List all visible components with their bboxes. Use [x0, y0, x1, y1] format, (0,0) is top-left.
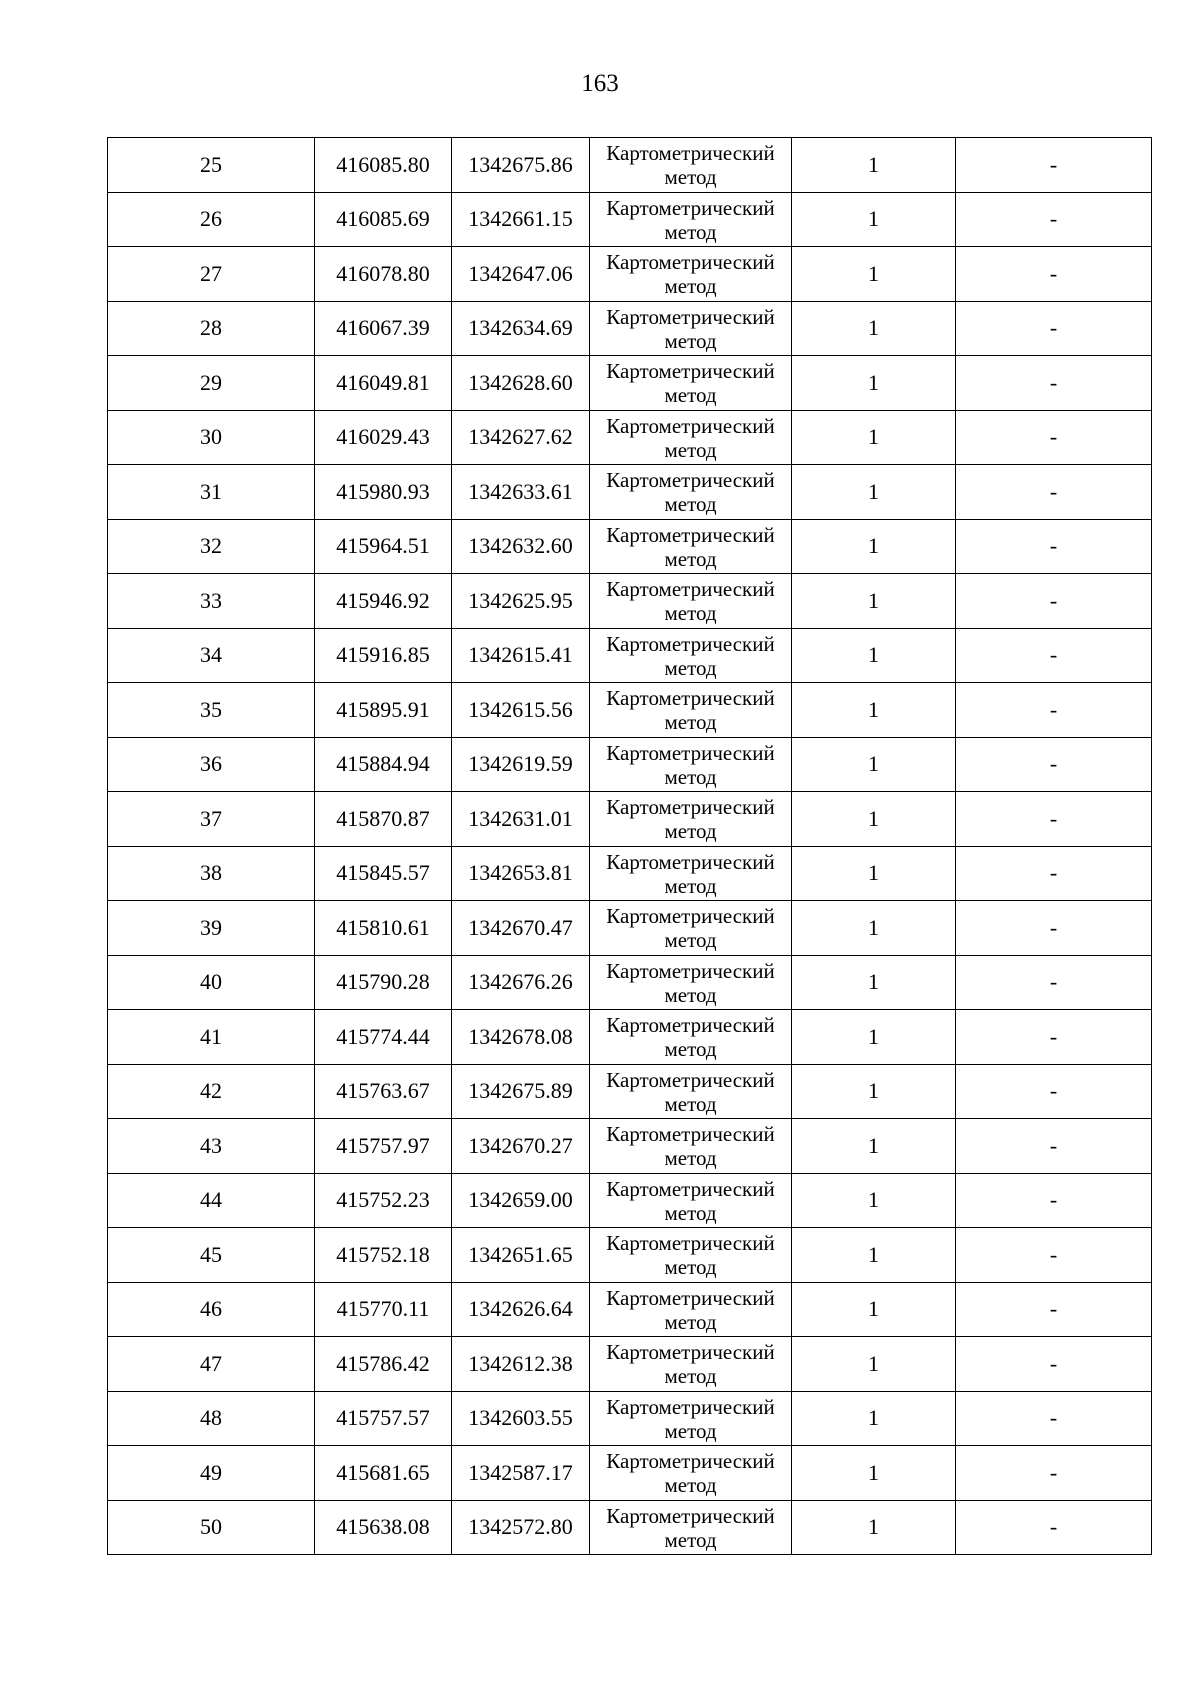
table-row	[108, 1173, 1152, 1228]
point-number-cell: 31	[108, 465, 315, 520]
accuracy-cell: 1	[792, 1391, 956, 1446]
x-coordinate-cell: 415964.51	[315, 519, 452, 574]
method-text: Картометрический	[606, 958, 775, 983]
method-text: метод	[664, 1473, 717, 1498]
y-coordinate-cell: 1342647.06	[452, 247, 590, 302]
method-text: метод	[664, 546, 717, 571]
x-coordinate-cell: 415895.91	[315, 683, 452, 738]
method-cell	[590, 465, 792, 520]
note-cell: -	[956, 1064, 1152, 1119]
method-cell	[590, 1064, 792, 1119]
method-text: метод	[664, 219, 717, 244]
y-coordinate-cell: 1342627.62	[452, 410, 590, 465]
method-cell	[590, 138, 792, 193]
method-cell	[590, 955, 792, 1010]
note-cell: -	[956, 138, 1152, 193]
point-number-cell: 29	[108, 356, 315, 411]
x-coordinate-cell: 416085.69	[315, 192, 452, 247]
method-text: Картометрический	[606, 413, 775, 438]
x-coordinate-cell: 416067.39	[315, 301, 452, 356]
x-coordinate-cell: 416029.43	[315, 410, 452, 465]
table-row	[108, 1500, 1152, 1555]
method-text: Картометрический	[606, 1067, 775, 1092]
accuracy-cell: 1	[792, 846, 956, 901]
y-coordinate-cell: 1342632.60	[452, 519, 590, 574]
accuracy-cell: 1	[792, 628, 956, 683]
x-coordinate-cell: 415763.67	[315, 1064, 452, 1119]
method-text: Картометрический	[606, 1449, 775, 1474]
coordinates-table	[107, 137, 1152, 1555]
x-coordinate-cell: 415681.65	[315, 1446, 452, 1501]
method-text: Картометрический	[606, 1013, 775, 1038]
y-coordinate-cell: 1342603.55	[452, 1391, 590, 1446]
x-coordinate-cell: 415790.28	[315, 955, 452, 1010]
note-cell: -	[956, 356, 1152, 411]
method-text: Картометрический	[606, 522, 775, 547]
y-coordinate-cell: 1342661.15	[452, 192, 590, 247]
note-cell: -	[956, 683, 1152, 738]
note-cell: -	[956, 901, 1152, 956]
method-text: метод	[664, 710, 717, 735]
note-cell: -	[956, 1010, 1152, 1065]
accuracy-cell: 1	[792, 683, 956, 738]
point-number-cell: 25	[108, 138, 315, 193]
y-coordinate-cell: 1342659.00	[452, 1173, 590, 1228]
point-number-cell: 26	[108, 192, 315, 247]
table-row	[108, 792, 1152, 847]
point-number-cell: 47	[108, 1337, 315, 1392]
table-row	[108, 465, 1152, 520]
method-cell	[590, 574, 792, 629]
accuracy-cell: 1	[792, 1173, 956, 1228]
note-cell: -	[956, 737, 1152, 792]
method-text: метод	[664, 873, 717, 898]
accuracy-cell: 1	[792, 192, 956, 247]
y-coordinate-cell: 1342626.64	[452, 1282, 590, 1337]
method-text: метод	[664, 928, 717, 953]
accuracy-cell: 1	[792, 519, 956, 574]
method-text: Картометрический	[606, 1176, 775, 1201]
method-text: Картометрический	[606, 1231, 775, 1256]
method-cell	[590, 247, 792, 302]
y-coordinate-cell: 1342670.47	[452, 901, 590, 956]
table-row	[108, 1391, 1152, 1446]
table-row	[108, 519, 1152, 574]
table-row	[108, 1337, 1152, 1392]
y-coordinate-cell: 1342651.65	[452, 1228, 590, 1283]
accuracy-cell: 1	[792, 1064, 956, 1119]
point-number-cell: 32	[108, 519, 315, 574]
accuracy-cell: 1	[792, 410, 956, 465]
method-cell	[590, 737, 792, 792]
table-row	[108, 574, 1152, 629]
accuracy-cell: 1	[792, 356, 956, 411]
method-text: Картометрический	[606, 250, 775, 275]
x-coordinate-cell: 415757.57	[315, 1391, 452, 1446]
method-text: метод	[664, 1418, 717, 1443]
method-cell	[590, 410, 792, 465]
point-number-cell: 50	[108, 1500, 315, 1555]
point-number-cell: 39	[108, 901, 315, 956]
point-number-cell: 46	[108, 1282, 315, 1337]
note-cell: -	[956, 1337, 1152, 1392]
x-coordinate-cell: 415757.97	[315, 1119, 452, 1174]
note-cell: -	[956, 301, 1152, 356]
x-coordinate-cell: 415870.87	[315, 792, 452, 847]
method-cell	[590, 901, 792, 956]
accuracy-cell: 1	[792, 955, 956, 1010]
accuracy-cell: 1	[792, 1228, 956, 1283]
method-text: Картометрический	[606, 1122, 775, 1147]
method-cell	[590, 628, 792, 683]
method-text: метод	[664, 492, 717, 517]
method-cell	[590, 519, 792, 574]
method-text: метод	[664, 1037, 717, 1062]
note-cell: -	[956, 1119, 1152, 1174]
method-text: метод	[664, 601, 717, 626]
method-cell	[590, 846, 792, 901]
accuracy-cell: 1	[792, 574, 956, 629]
page-number: 163	[581, 70, 619, 97]
method-text: метод	[664, 437, 717, 462]
point-number-cell: 30	[108, 410, 315, 465]
point-number-cell: 49	[108, 1446, 315, 1501]
table-row	[108, 1010, 1152, 1065]
table-row	[108, 628, 1152, 683]
method-text: метод	[664, 1091, 717, 1116]
table-row	[108, 1228, 1152, 1283]
accuracy-cell: 1	[792, 901, 956, 956]
method-cell	[590, 1173, 792, 1228]
method-text: метод	[664, 383, 717, 408]
table-row	[108, 356, 1152, 411]
x-coordinate-cell: 416049.81	[315, 356, 452, 411]
table-row	[108, 901, 1152, 956]
table-row	[108, 683, 1152, 738]
accuracy-cell: 1	[792, 247, 956, 302]
x-coordinate-cell: 416085.80	[315, 138, 452, 193]
y-coordinate-cell: 1342615.56	[452, 683, 590, 738]
point-number-cell: 33	[108, 574, 315, 629]
note-cell: -	[956, 792, 1152, 847]
point-number-cell: 45	[108, 1228, 315, 1283]
note-cell: -	[956, 1228, 1152, 1283]
method-text: Картометрический	[606, 1285, 775, 1310]
accuracy-cell: 1	[792, 1010, 956, 1065]
x-coordinate-cell: 415638.08	[315, 1500, 452, 1555]
note-cell: -	[956, 1173, 1152, 1228]
point-number-cell: 41	[108, 1010, 315, 1065]
x-coordinate-cell: 415770.11	[315, 1282, 452, 1337]
accuracy-cell: 1	[792, 1446, 956, 1501]
note-cell: -	[956, 1282, 1152, 1337]
point-number-cell: 48	[108, 1391, 315, 1446]
accuracy-cell: 1	[792, 1119, 956, 1174]
method-cell	[590, 1446, 792, 1501]
table-row	[108, 1446, 1152, 1501]
x-coordinate-cell: 415946.92	[315, 574, 452, 629]
y-coordinate-cell: 1342619.59	[452, 737, 590, 792]
y-coordinate-cell: 1342612.38	[452, 1337, 590, 1392]
method-text: метод	[664, 819, 717, 844]
point-number-cell: 37	[108, 792, 315, 847]
y-coordinate-cell: 1342587.17	[452, 1446, 590, 1501]
point-number-cell: 42	[108, 1064, 315, 1119]
accuracy-cell: 1	[792, 1500, 956, 1555]
table-row	[108, 247, 1152, 302]
y-coordinate-cell: 1342678.08	[452, 1010, 590, 1065]
accuracy-cell: 1	[792, 138, 956, 193]
method-text: Картометрический	[606, 1340, 775, 1365]
note-cell: -	[956, 846, 1152, 901]
x-coordinate-cell: 415980.93	[315, 465, 452, 520]
x-coordinate-cell: 415752.23	[315, 1173, 452, 1228]
method-text: метод	[664, 165, 717, 190]
accuracy-cell: 1	[792, 465, 956, 520]
method-text: Картометрический	[606, 195, 775, 220]
method-cell	[590, 683, 792, 738]
accuracy-cell: 1	[792, 792, 956, 847]
method-text: Картометрический	[606, 468, 775, 493]
note-cell: -	[956, 519, 1152, 574]
method-cell	[590, 192, 792, 247]
point-number-cell: 34	[108, 628, 315, 683]
method-cell	[590, 1500, 792, 1555]
table-row	[108, 955, 1152, 1010]
x-coordinate-cell: 415916.85	[315, 628, 452, 683]
point-number-cell: 44	[108, 1173, 315, 1228]
method-text: Картометрический	[606, 686, 775, 711]
point-number-cell: 38	[108, 846, 315, 901]
note-cell: -	[956, 1391, 1152, 1446]
y-coordinate-cell: 1342625.95	[452, 574, 590, 629]
note-cell: -	[956, 574, 1152, 629]
y-coordinate-cell: 1342676.26	[452, 955, 590, 1010]
point-number-cell: 35	[108, 683, 315, 738]
method-text: Картометрический	[606, 849, 775, 874]
method-text: Картометрический	[606, 1394, 775, 1419]
method-cell	[590, 1228, 792, 1283]
method-cell	[590, 1391, 792, 1446]
method-text: метод	[664, 764, 717, 789]
y-coordinate-cell: 1342670.27	[452, 1119, 590, 1174]
method-cell	[590, 356, 792, 411]
accuracy-cell: 1	[792, 737, 956, 792]
y-coordinate-cell: 1342633.61	[452, 465, 590, 520]
x-coordinate-cell: 415884.94	[315, 737, 452, 792]
point-number-cell: 28	[108, 301, 315, 356]
method-text: Картометрический	[606, 304, 775, 329]
y-coordinate-cell: 1342634.69	[452, 301, 590, 356]
note-cell: -	[956, 955, 1152, 1010]
method-text: Картометрический	[606, 141, 775, 166]
method-text: Картометрический	[606, 631, 775, 656]
note-cell: -	[956, 1446, 1152, 1501]
table-row	[108, 410, 1152, 465]
y-coordinate-cell: 1342628.60	[452, 356, 590, 411]
table-row	[108, 301, 1152, 356]
accuracy-cell: 1	[792, 301, 956, 356]
method-cell	[590, 1282, 792, 1337]
method-cell	[590, 792, 792, 847]
method-text: метод	[664, 1309, 717, 1334]
method-text: метод	[664, 1364, 717, 1389]
note-cell: -	[956, 628, 1152, 683]
method-cell	[590, 1010, 792, 1065]
method-cell	[590, 1119, 792, 1174]
method-text: метод	[664, 1146, 717, 1171]
point-number-cell: 43	[108, 1119, 315, 1174]
method-text: Картометрический	[606, 740, 775, 765]
point-number-cell: 36	[108, 737, 315, 792]
x-coordinate-cell: 416078.80	[315, 247, 452, 302]
method-text: Картометрический	[606, 1503, 775, 1528]
y-coordinate-cell: 1342675.89	[452, 1064, 590, 1119]
y-coordinate-cell: 1342631.01	[452, 792, 590, 847]
method-text: метод	[664, 655, 717, 680]
method-text: метод	[664, 982, 717, 1007]
method-text: метод	[664, 1527, 717, 1552]
method-cell	[590, 1337, 792, 1392]
y-coordinate-cell: 1342675.86	[452, 138, 590, 193]
method-text: метод	[664, 1255, 717, 1280]
x-coordinate-cell: 415786.42	[315, 1337, 452, 1392]
accuracy-cell: 1	[792, 1337, 956, 1392]
table-row	[108, 1119, 1152, 1174]
note-cell: -	[956, 1500, 1152, 1555]
x-coordinate-cell: 415845.57	[315, 846, 452, 901]
x-coordinate-cell: 415752.18	[315, 1228, 452, 1283]
method-text: Картометрический	[606, 577, 775, 602]
table-row	[108, 846, 1152, 901]
point-number-cell: 27	[108, 247, 315, 302]
coordinates-table-body	[108, 138, 1152, 1555]
method-text: Картометрический	[606, 795, 775, 820]
note-cell: -	[956, 410, 1152, 465]
method-text: метод	[664, 328, 717, 353]
method-text: Картометрический	[606, 359, 775, 384]
y-coordinate-cell: 1342572.80	[452, 1500, 590, 1555]
method-text: Картометрический	[606, 904, 775, 929]
y-coordinate-cell: 1342615.41	[452, 628, 590, 683]
method-text: метод	[664, 1200, 717, 1225]
table-row	[108, 737, 1152, 792]
method-text: метод	[664, 274, 717, 299]
note-cell: -	[956, 247, 1152, 302]
accuracy-cell: 1	[792, 1282, 956, 1337]
table-row	[108, 192, 1152, 247]
x-coordinate-cell: 415774.44	[315, 1010, 452, 1065]
table-row	[108, 138, 1152, 193]
note-cell: -	[956, 192, 1152, 247]
y-coordinate-cell: 1342653.81	[452, 846, 590, 901]
table-row	[108, 1064, 1152, 1119]
method-cell	[590, 301, 792, 356]
x-coordinate-cell: 415810.61	[315, 901, 452, 956]
table-row	[108, 1282, 1152, 1337]
note-cell: -	[956, 465, 1152, 520]
point-number-cell: 40	[108, 955, 315, 1010]
